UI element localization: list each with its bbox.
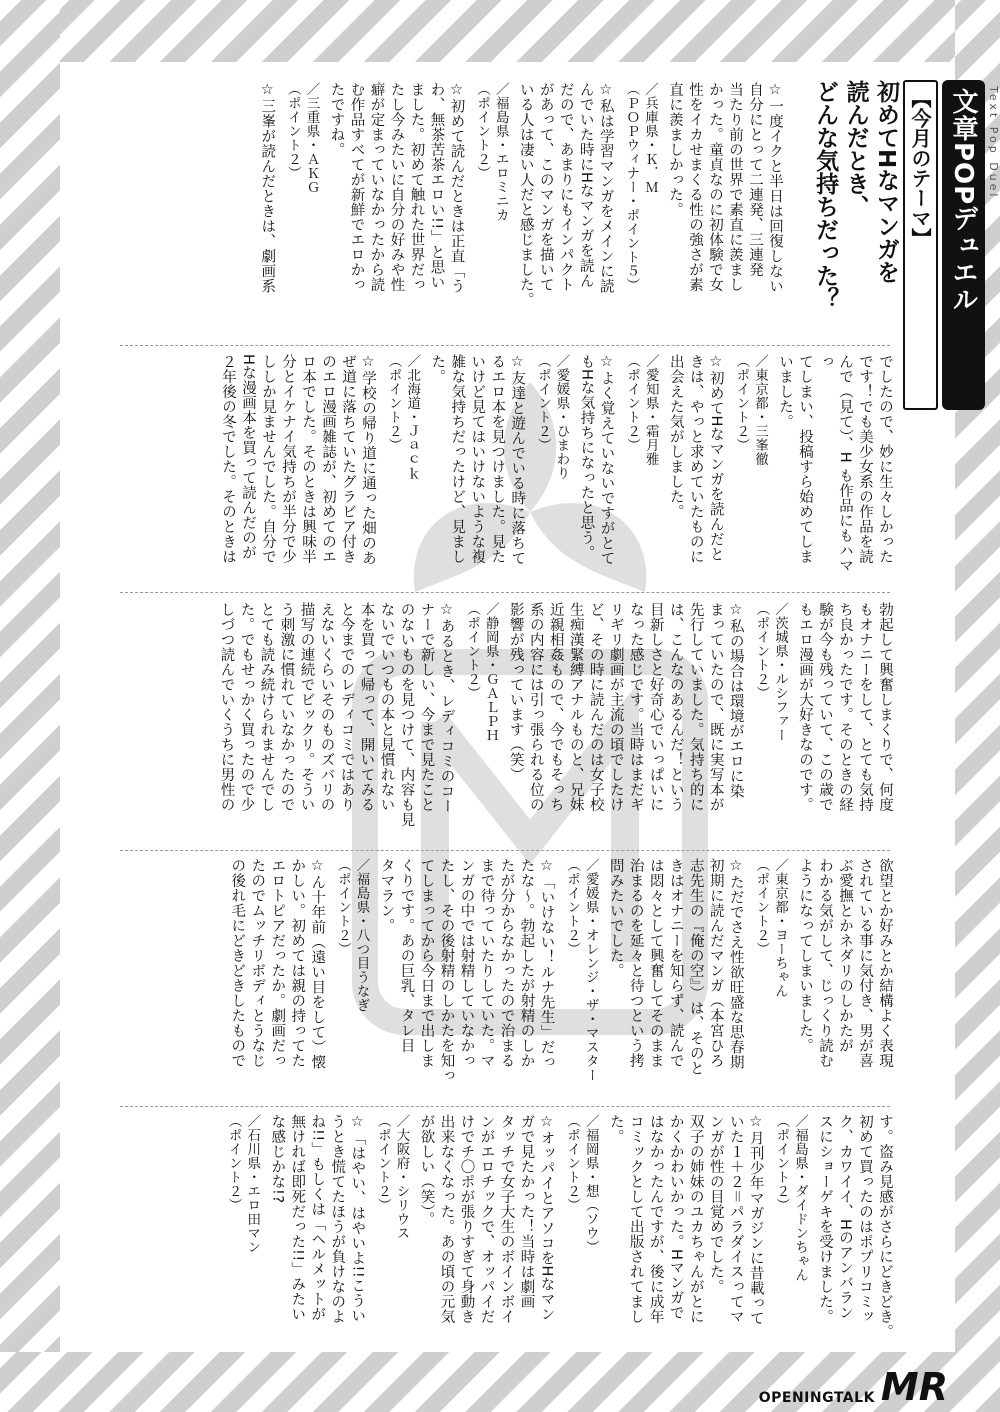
theme-line-2: 読んだとき、 [842,80,869,218]
page-content [60,62,1000,1352]
tier-divider [120,1106,890,1107]
footer-section-label: OPENINGTALK [758,1390,875,1406]
header-subtitle: Text Pop Duel [987,86,1000,200]
decorative-stripe-top [0,0,1000,62]
footer-logo: MR [880,1365,948,1409]
theme-line-3: どんな気持ちだった？ [812,80,839,310]
entry-signature: ／福島県・エロミニカ （ポイント２） [474,82,509,222]
entry-body: ☆月刊少年マガジンに昔載って いた１＋２＝パラダイスってマ ンガが性の目覚めでした。 双子の姉妹のユカちゃんがとに かくかわいかった。Hマンガで はなかったんですが、後に成年 コミックとして出版されてまし た。 [607,1114,764,1326]
entry-body: ☆学校の帰り道に通った畑のあ ぜ道に落ちていたグラビア付き のエロ漫画雑誌が、初めてのエ ロ本でした。そのときは興味半 分とイケナイ気持ちが半分で少 ししか見ませんでした。自分で Hな漫画本を買って読んだのが ２年後の冬でした。そのときは [220,354,376,566]
entry-signature: ／愛知県・霜月雅 （ポイント２） [624,354,659,466]
entry-body: ☆ただでさえ性欲旺盛な思春期 初期に読んだマンガ（本宮ひろ 志先生の『俺の空』）は、そのと きはオナニーを知らず、読んで は悶々として興奮してそのまま 治まるのを延々と待つという拷 問みたいでした。 [607,858,744,1076]
entry-body: ☆初めてHなマンガを読んだと きは、やっと求めていたものに 出会えた気がしました。 [667,354,724,564]
tier-divider [120,345,890,346]
tier-5 [224,1114,895,1344]
entry-signature: ／福岡県・想（ソウ） （ポイント２） [564,1114,599,1254]
entry-body: ☆「いけない！ルナ先生」だっ たな〜。勃起したが射精のしか たが分からなかったので治まる まで待っていたりしていた。マ ンガの中では射精していなかっ たし、その後射精のしかたを知っ てしまってから今日まで出しま くりです。あの巨乳、タレ目 タマラン。 [378,858,555,1083]
tier-divider [120,850,890,851]
entry-signature: ／愛媛県・オレンジ・ザ・マスター （ポイント２） [564,858,599,1082]
entry-body: でしたので、妙に生々しかった です！でも美少女系の作品を読 んで（見て）、H も作品にもハマっ てしまい、投稿すら始めてしま いました。 [777,354,893,574]
decorative-stripe-left [0,0,60,1412]
tier-1 [257,82,785,337]
entry-body: 勃起して興奮しまくりで、何度 もオナニーをして、とても気持 ち良かったです。そのときの経 験が今も残っていて、この歳で もエロ漫画が大好きなのです。 [797,602,893,812]
tier-4 [227,858,895,1098]
entry-body: ☆三峯が読んだときは、劇画系 [259,82,276,294]
tier-3 [217,602,896,842]
header-title: 文章POPデュエル [942,80,985,410]
entry-signature: ／福島県・ダイドンちゃん （ポイント２） [773,1114,808,1282]
tier-divider [120,592,890,593]
entry-body: ☆初めて読んだときは正直「う わ、無茶苦茶エロい!!」と思い ました。初めて触れた世界だっ たし今みたいに自分の好みや性 癖が定まっていなかったから読 む作品すべてが新鮮でエロかっ たですね。 [328,82,465,294]
entry-signature: ／北海道・Ｊａｃｋ （ポイント２） [385,354,421,480]
entry-body: ☆私は学習マンガをメインに読 んでいた時にHなマンガを読ん だので、あまりにもインパクト があって、このマンガを描いて いる人は凄い人だと感じました。 [517,82,614,307]
entry-signature: ／愛媛県・ひまわり （ポイント２） [534,354,570,480]
entry-signature: ／茨城県・ルシファー （ポイント２） [753,602,788,742]
theme-label: 【今月のテーマ】 [903,80,938,410]
entry-signature: ／静岡県・ＧＡＬＰＨ （ポイント２） [464,602,499,742]
page-footer [758,1365,948,1409]
entry-signature: ／石川県・エロ田マン （ポイント２） [225,1114,261,1254]
entry-signature: ／東京都・三峯徹 （ポイント２） [733,354,768,466]
entry-body: ☆友達と遊んでいる時に落ちて るエロ本を見つけました。見た いけど見てはいけないような複 雑な気持ちだったけど、見まし た。 [429,354,526,566]
entry-body: ☆ん十年前（遠い目をして）懐 かしい。初めては親の持ってた エロトピアだったか。劇画だっ たのでムッチリボディとうなじ の後れ毛にどきどきしたもので [229,858,326,1070]
tier-2 [218,354,895,584]
entry-body: ☆オッパイとアソコをHなマン ガで見たかった！当時は劇画 タッチで女子大生のボインボイ ンがエロチックで、オッパイだ けでチ〇ポが張りすぎて身動き 出来なくなった。あの頃の元気 が欲しい（笑）。 [418,1114,555,1324]
entry-body: ☆一度イクと半日は回復しない 自分にとって二連発、三連発 当たり前の世界で素直に羨まし かった。童貞なのに初体験で女 性をイカせまくる性の強さが素 直に羨ましかった。 [667,82,783,294]
entry-signature: ／兵庫県・Ｋ．Ｍ （ＰＯＰウィナー・ポイント５） [623,82,658,292]
entry-body: ☆よく覚えていないですがとて もHな気持ちになったと思う。 [578,354,615,566]
entry-signature: ／大阪府・シリウス （ポイント２） [374,1114,410,1240]
entry-body: ☆「はやい、はやいよ!!こうい うとき慌てたほうが負けなのよ ね!!」もしくは「ヘルメットが 無ければ即死だった!!」みたい な感じかな!? [269,1114,366,1324]
entry-body: す。盗み見感がさらにどきどき。 初めて買ったのはポプリコミッ ク、カワイイ、Hのアンバラン スにショーゲキを受けました。 [817,1114,893,1339]
entry-body: ☆あるとき、レディコミのコー ナーで新しい、今まで見たこと のないものを見つけて、内容も見 ないでいつもの本と見慣れない 本を買って帰って、開いてみる と今までのレディコミではあり えないくらいそのものズバリの 描写の連続でビックリ。そうい う刺激に慣れていなかったので とても読み続けられませんでし た。でもせっかく買ったので少 しづつ読んでいくうちに男性の [218,602,455,827]
entry-body: ☆私の場合は環境がエロに染 まっていたので、既に実写本が 先行していました。気持ち的に は、こんなのあるんだ！という 目新しさと好奇心でいっぱいに なった感じです。当時はまだギ リギリ劇画が主流の頃でしたけ ど、その時に読んだのは女子校 生痴漢緊縛アナルものと、兄妹 近親相姦もので、今でもそっち 系の内容には引っ張られる位の 影響が残っています（笑） [507,602,744,812]
entry-signature: ／三重県・ＡＫＧ （ポイント２） [284,82,320,194]
entry-body: 欲望とか好みとか結構よく表現 されている事に気付き、男が喜 ぶ愛撫とかネダリのしかたが わかる気がして、じっくり読む ようになってしまいました。 [797,858,893,1068]
theme-line-1: 初めてHなマンガを [873,80,899,284]
entry-signature: ／福島県・八つ目うなぎ （ポイント２） [334,858,370,1012]
entry-signature: ／東京都・ヨーちゃん （ポイント２） [753,858,788,998]
header-title-group [942,80,1000,410]
